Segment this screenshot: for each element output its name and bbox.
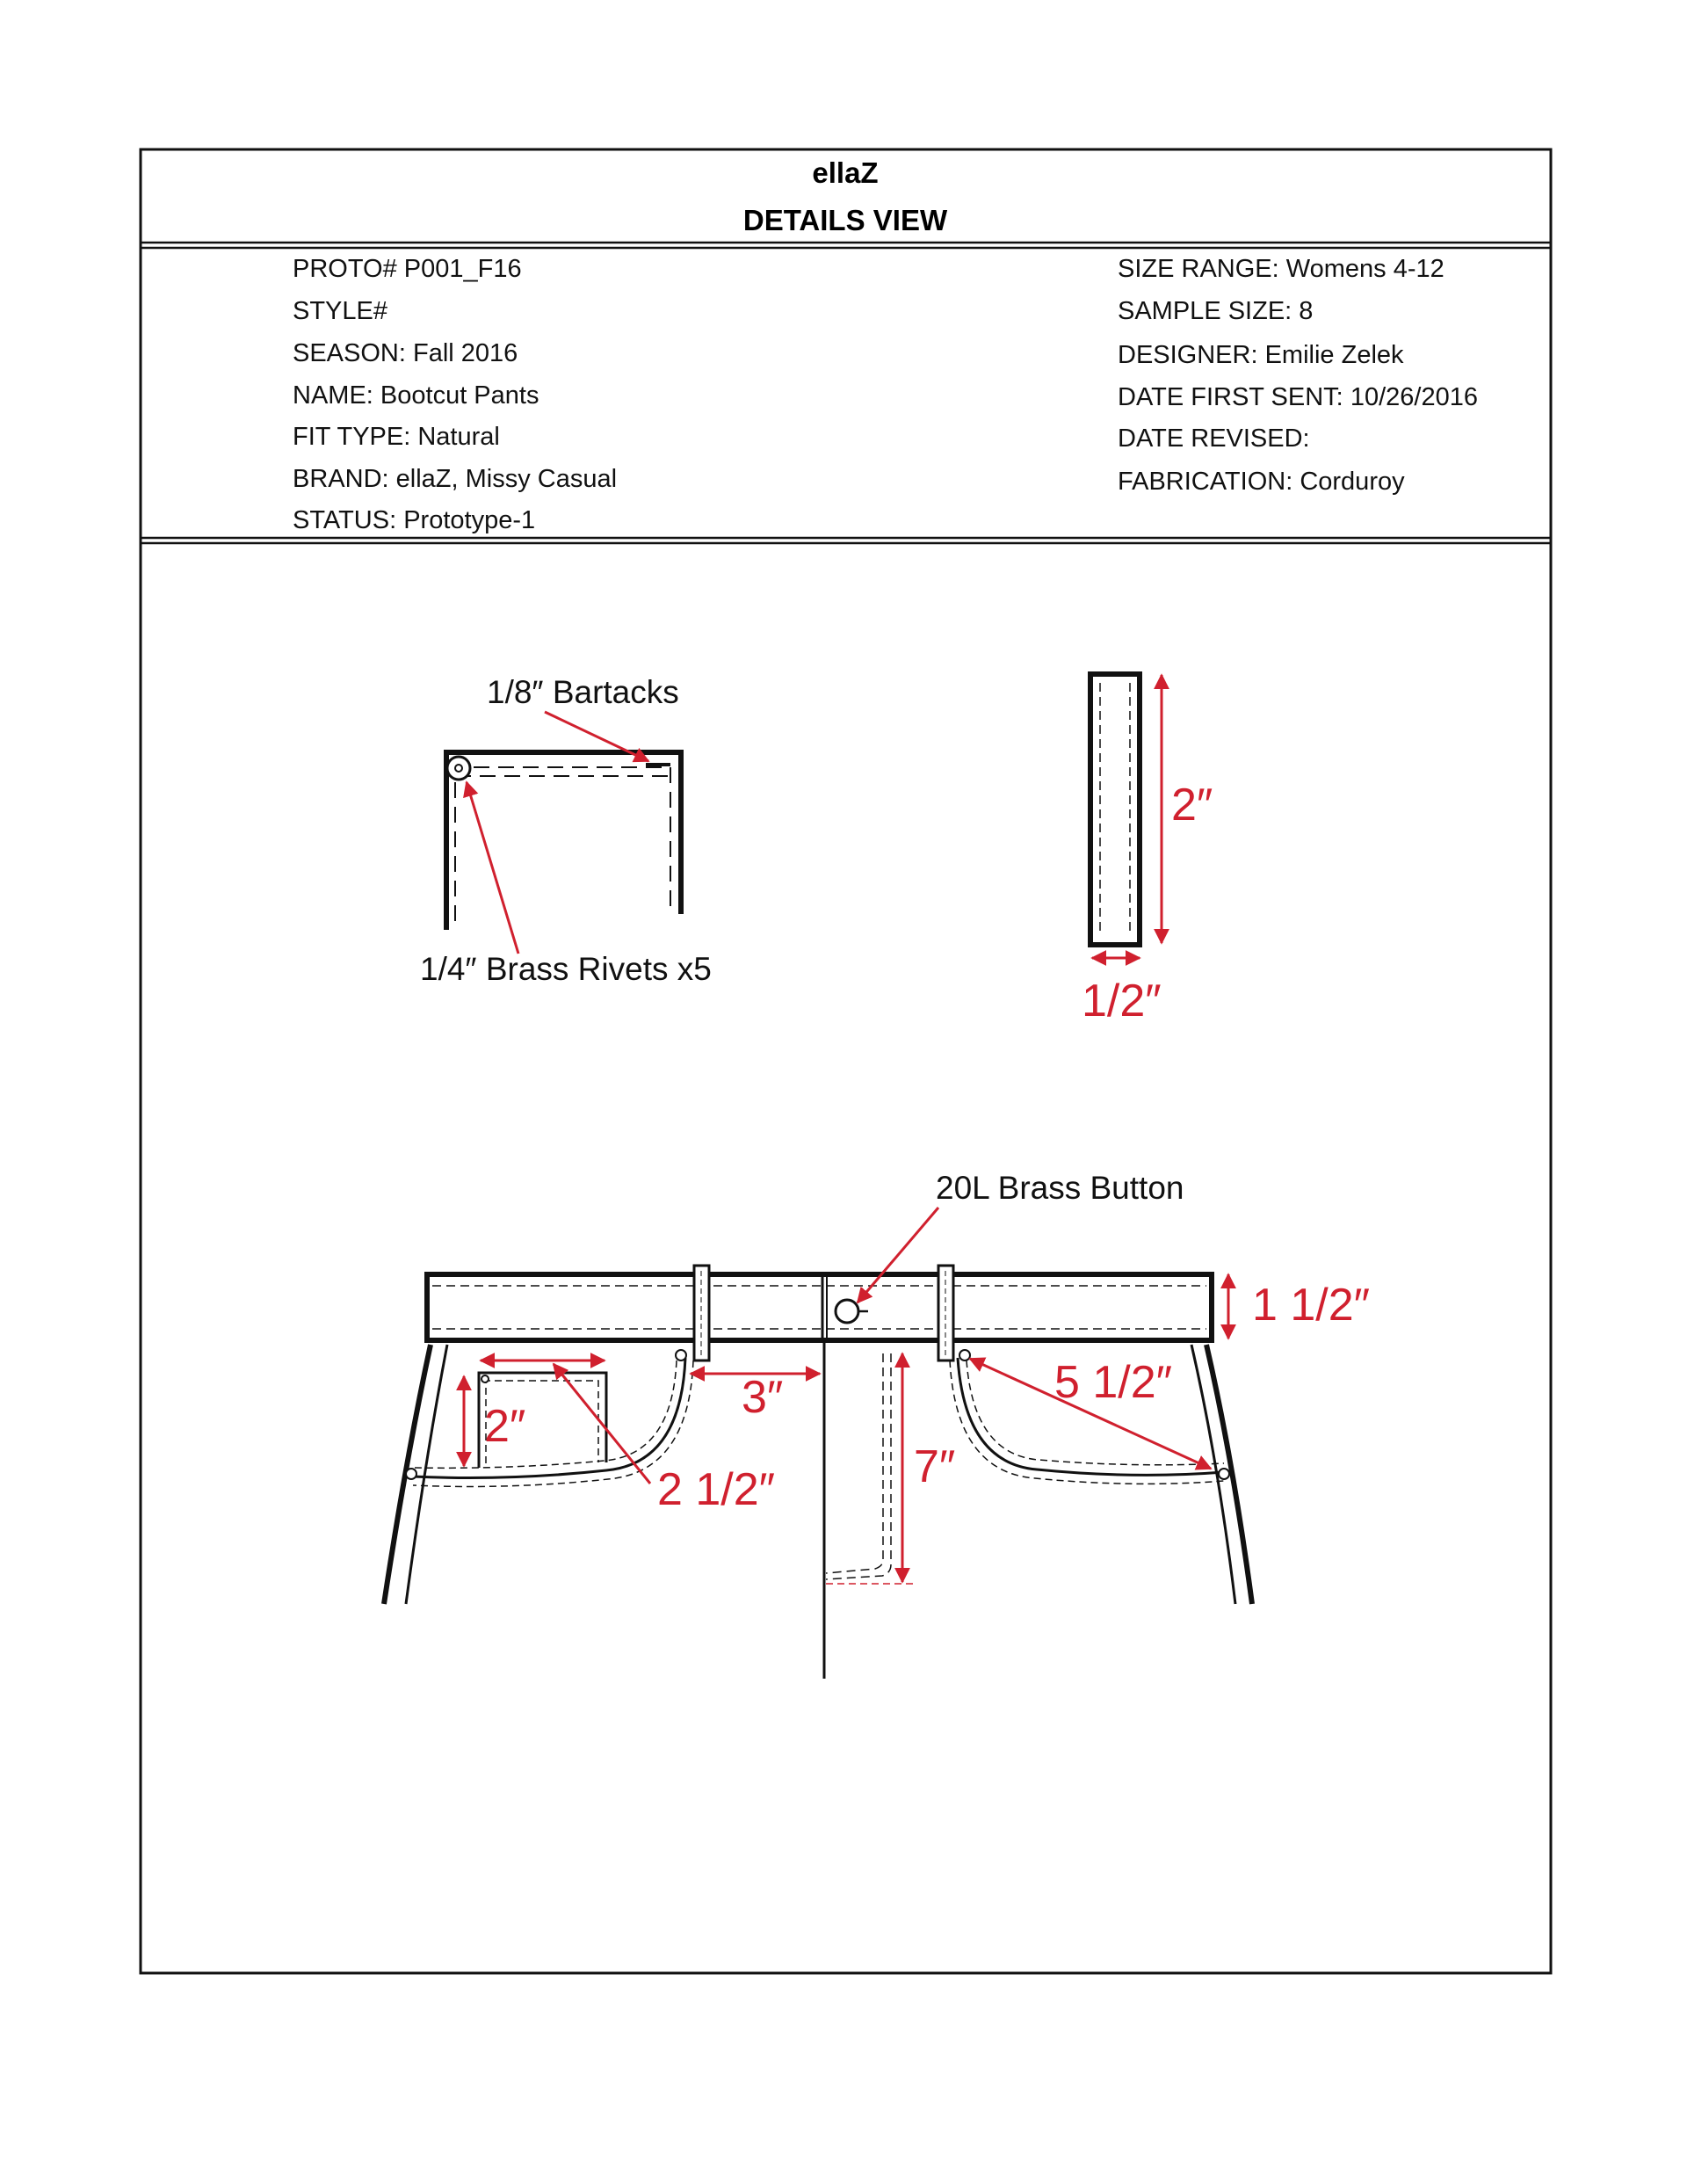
belt-loop-detail [1090,674,1140,945]
rivets-arrow [467,782,518,954]
spec-size-range: SIZE RANGE: Womens 4-12 [1118,255,1444,283]
brand-name: ellaZ [812,156,879,189]
rivet-icon [1219,1469,1229,1479]
beltloop-width-label: 1/2″ [1082,976,1162,1027]
waistband-height-label: 1 1/2″ [1252,1280,1371,1331]
spec-fabrication: FABRICATION: Corduroy [1118,468,1405,496]
spec-season: SEASON: Fall 2016 [293,339,518,367]
coin-pocket-width-leader [554,1364,650,1484]
pocket-to-fly-label: 3″ [742,1372,784,1423]
rivet-icon [447,757,470,780]
rivet-icon [406,1469,416,1479]
button-icon [836,1300,858,1323]
rivet-icon [676,1350,686,1360]
spec-list-right [1118,255,1478,496]
rivets-callout: 1/4″ Brass Rivets x5 [420,951,712,987]
page-title: DETAILS VIEW [742,204,948,236]
pocket-corner-detail [446,752,681,930]
spec-sample-size: SAMPLE SIZE: 8 [1118,297,1314,325]
coin-pocket-height-label: 2″ [484,1401,526,1452]
rivet-icon [959,1350,970,1360]
button-arrow [858,1208,938,1302]
rivet-icon [481,1375,489,1382]
front-waist-detail [384,1266,1252,1679]
bartacks-callout: 1/8″ Bartacks [487,674,679,710]
spec-designer: DESIGNER: Emilie Zelek [1118,341,1404,369]
spec-fit-type: FIT TYPE: Natural [293,423,500,451]
spec-date-revised: DATE REVISED: [1118,424,1310,453]
spec-name: NAME: Bootcut Pants [293,381,539,410]
spec-proto: PROTO# P001_F16 [293,255,522,283]
spec-list-left [293,255,617,534]
pocket-opening-label: 5 1/2″ [1054,1357,1173,1408]
fly-length-label: 7″ [914,1441,956,1492]
spec-status: STATUS: Prototype-1 [293,506,536,534]
button-callout: 20L Brass Button [936,1170,1184,1206]
spec-date-first-sent: DATE FIRST SENT: 10/26/2016 [1118,383,1478,411]
beltloop-length-label: 2″ [1171,780,1213,831]
coin-pocket-width-label: 2 1/2″ [657,1464,776,1515]
spec-brand: BRAND: ellaZ, Missy Casual [293,465,618,493]
spec-style: STYLE# [293,297,387,325]
